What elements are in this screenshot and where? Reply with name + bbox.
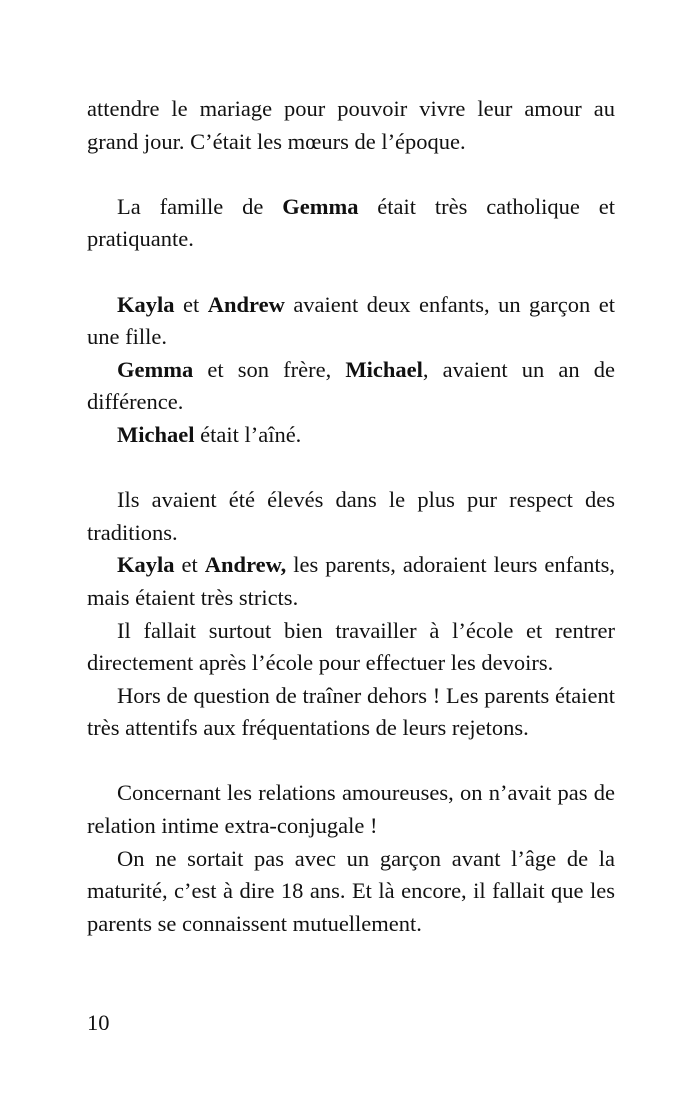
text-run: Hors de question de traîner dehors ! Les parents étaient très attentifs aux fréquentations de leurs rejetons. bbox=[87, 682, 615, 741]
page-body bbox=[87, 93, 615, 940]
bold-name: Andrew, bbox=[204, 552, 287, 578]
paragraph bbox=[87, 484, 615, 549]
paragraph-gap bbox=[87, 452, 615, 485]
text-run: On ne sortait pas avec un garçon avant l’âge de la maturité, c’est à dire 18 ans. Et là encore, il fallait que les parents se connaissent mutuellement. bbox=[87, 845, 615, 936]
text-run: , avaient un an de différence. bbox=[87, 356, 615, 415]
text-run: attendre le mariage pour pouvoir vivre leur amour au grand jour. C’était les mœurs de l’époque. bbox=[87, 96, 615, 154]
paragraph bbox=[87, 843, 615, 941]
paragraph bbox=[87, 777, 615, 842]
text-run: était très catholique et pratiquante. bbox=[87, 193, 615, 252]
page-number: 10 bbox=[87, 1010, 110, 1035]
text-run: était l’aîné. bbox=[194, 421, 302, 447]
paragraph bbox=[87, 615, 615, 680]
text-run: Concernant les relations amoureuses, on n’avait pas de relation intime extra-conjugale ! bbox=[87, 780, 615, 839]
paragraph bbox=[87, 191, 615, 256]
paragraph-gap bbox=[87, 745, 615, 778]
text-run: Ils avaient été élevés dans le plus pur respect des traditions. bbox=[87, 487, 615, 545]
paragraph bbox=[87, 289, 615, 354]
paragraph bbox=[87, 93, 615, 158]
bold-name: Michael bbox=[345, 356, 423, 382]
bold-name: Gemma bbox=[282, 193, 359, 219]
paragraph bbox=[87, 419, 615, 452]
paragraph-gap bbox=[87, 158, 615, 191]
paragraph-gap bbox=[87, 256, 615, 289]
text-run: les parents, adoraient leurs enfants, mais étaient très stricts. bbox=[87, 552, 615, 610]
bold-name: Kayla bbox=[117, 291, 175, 317]
paragraph bbox=[87, 549, 615, 614]
text-run: et son frère, bbox=[193, 356, 346, 382]
text-run: et bbox=[174, 291, 208, 317]
text-run: et bbox=[174, 552, 205, 578]
bold-name: Michael bbox=[117, 421, 195, 447]
paragraph bbox=[87, 680, 615, 745]
text-run: avaient deux enfants, un garçon et une fille. bbox=[87, 291, 615, 350]
bold-name: Kayla bbox=[117, 552, 175, 578]
bold-name: Gemma bbox=[117, 356, 194, 382]
text-run: La famille de bbox=[117, 193, 283, 219]
bold-name: Andrew bbox=[207, 291, 285, 317]
text-run: Il fallait surtout bien travailler à l’école et rentrer directement après l’école pour effectuer les devoirs. bbox=[87, 617, 615, 676]
paragraph bbox=[87, 354, 615, 419]
